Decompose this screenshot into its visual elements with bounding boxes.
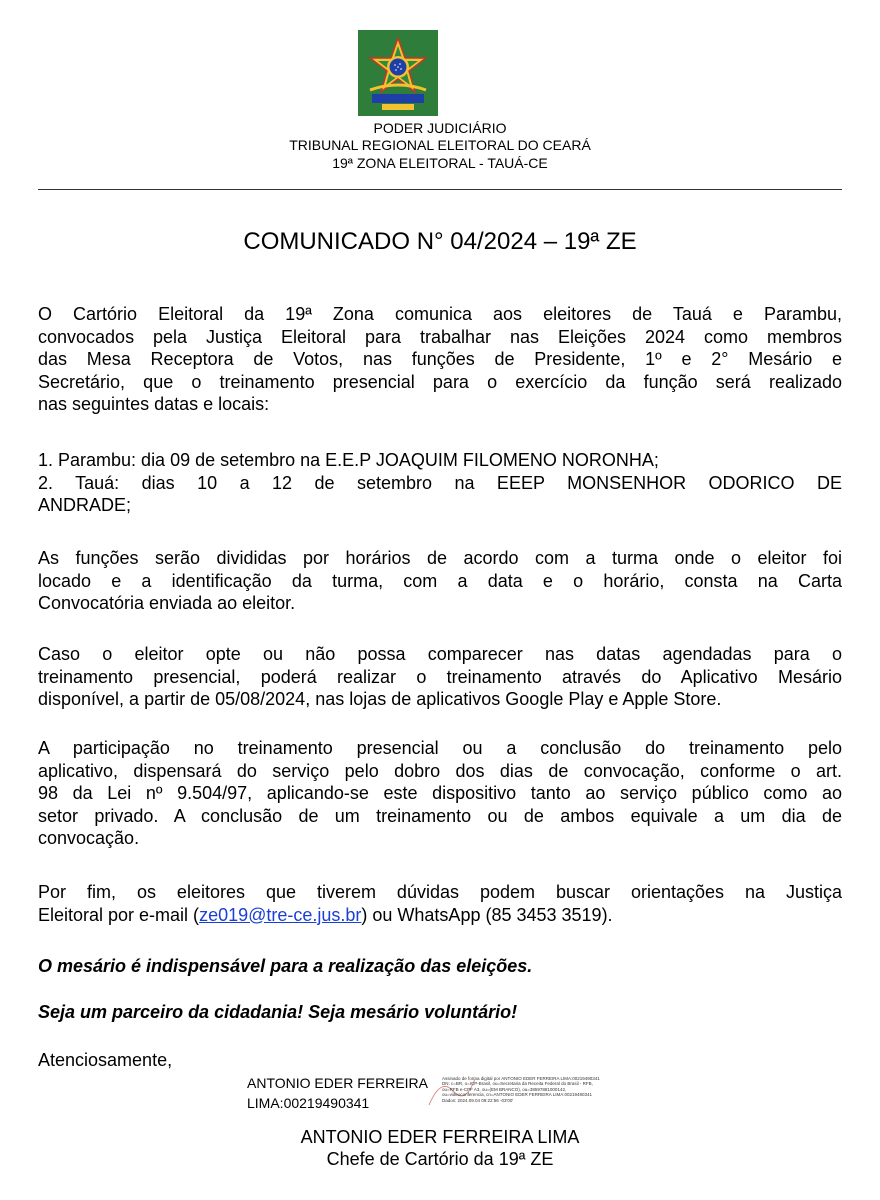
text-line: nas seguintes datas e locais:	[38, 394, 270, 414]
text-line: aplicativo, dispensará do serviço pelo dobro dos dias de convocação, conforme o art.	[38, 760, 842, 781]
text-line: convocados pela Justiça Eleitoral para trabalhar nas Eleições 2024 como membros	[38, 326, 842, 347]
text-line: ANDRADE;	[38, 495, 132, 515]
text-line: treinamento presencial, poderá realizar o treinamento através do Aplicativo Mesário	[38, 666, 842, 687]
letterhead-line-2: TRIBUNAL REGIONAL ELEITORAL DO CEARÁ	[289, 137, 591, 153]
signatory-role: Chefe de Cartório da 19ª ZE	[326, 1149, 554, 1169]
paragraph-announcement	[38, 303, 842, 416]
paragraph-schedules	[38, 547, 842, 615]
document-title: COMUNICADO N° 04/2024 – 19ª ZE	[243, 228, 637, 255]
text-line: O Cartório Eleitoral da 19ª Zona comunica aos eleitores de Tauá e Parambu,	[38, 304, 842, 324]
text-line: locado e a identificação da turma, com a data e o horário, consta na Carta	[38, 570, 842, 591]
header-divider	[38, 189, 842, 190]
signature-name-line-1: ANTONIO EDER FERREIRA	[247, 1075, 428, 1091]
text-line: Caso o eleitor opte ou não possa comparecer nas datas agendadas para o	[38, 644, 842, 664]
letterhead-line-3: 19ª ZONA ELEITORAL - TAUÁ-CE	[332, 155, 548, 171]
paragraph-contact	[38, 881, 842, 926]
signature-name-line-2: LIMA:00219490341	[247, 1095, 370, 1111]
text-line: Secretário, que o treinamento presencial para o exercício da função será realizado	[38, 371, 842, 392]
signature-detail-line: ou=RFB e-CPF A3, ou=(EM BRANCO), ou=38597881000142,	[442, 1086, 567, 1092]
text-line: 2. Tauá: dias 10 a 12 de setembro na EEEP MONSENHOR ODORICO DE	[38, 472, 842, 493]
text-line: setor privado. A conclusão de um treinamento ou de ambos equivale a um dia de	[38, 805, 842, 826]
text-line: 1. Parambu: dia 09 de setembro na E.E.P JOAQUIM FILOMENO NORONHA;	[38, 450, 659, 470]
paragraph-legal-benefit	[38, 737, 842, 850]
signature-detail-line: Assinado de forma digital por ANTONIO EDER FERREIRA LIMA:00219490341	[442, 1076, 600, 1081]
digital-signature-name	[247, 1073, 428, 1113]
text-line: disponível, a partir de 05/08/2024, nas lojas de aplicativos Google Play e Apple Store.	[38, 689, 722, 709]
email-link[interactable]: ze019@tre-ce.jus.br	[199, 904, 362, 925]
contact-line	[38, 904, 842, 927]
text-line: As funções serão divididas por horários de acordo com a turma onde o eleitor foi	[38, 548, 842, 568]
closing-salutation: Atenciosamente,	[38, 1050, 173, 1070]
emphasis-statement-2: Seja um parceiro da cidadania! Seja mesário voluntário!	[38, 1002, 518, 1022]
contact-prefix: Eleitoral por e-mail (	[38, 904, 200, 925]
signature-detail-line: Dados: 2024.09.04 09:22:56 -03'00'	[442, 1097, 514, 1103]
emphasis-statement-1: O mesário é indispensável para a realização das eleições.	[38, 956, 533, 976]
paragraph-locations	[38, 449, 842, 517]
contact-suffix: ) ou WhatsApp (85 3453 3519).	[361, 904, 613, 925]
text-line: Convocatória enviada ao eleitor.	[38, 593, 296, 613]
signature-detail-line: ou=videoconferencia, cn=ANTONIO EDER FERREIRA LIMA:00219490341	[442, 1092, 592, 1098]
signatory-name: ANTONIO EDER FERREIRA LIMA	[300, 1127, 580, 1147]
text-line: A participação no treinamento presencial ou a conclusão do treinamento pelo	[38, 738, 842, 758]
paragraph-app-training	[38, 643, 842, 711]
digital-signature-details	[442, 1076, 632, 1103]
text-line: das Mesa Receptora de Votos, nas funções de Presidente, 1º e 2° Mesário e	[38, 349, 842, 369]
text-line: 98 da Lei nº 9.504/97, aplicando-se este dispositivo tanto ao serviço público como ao	[38, 783, 842, 803]
text-line: convocação.	[38, 828, 140, 848]
digital-signature	[247, 1073, 667, 1115]
brazil-coat-of-arms-emblem	[358, 30, 438, 116]
signature-detail-line: DN: c=BR, o=ICP-Brasil, ou=Secretaria da Receita Federal do Brasil - RFB,	[442, 1081, 593, 1087]
text-line: Por fim, os eleitores que tiverem dúvidas podem buscar orientações na Justiça	[38, 882, 842, 902]
letterhead-line-1: PODER JUDICIÁRIO	[373, 120, 507, 136]
